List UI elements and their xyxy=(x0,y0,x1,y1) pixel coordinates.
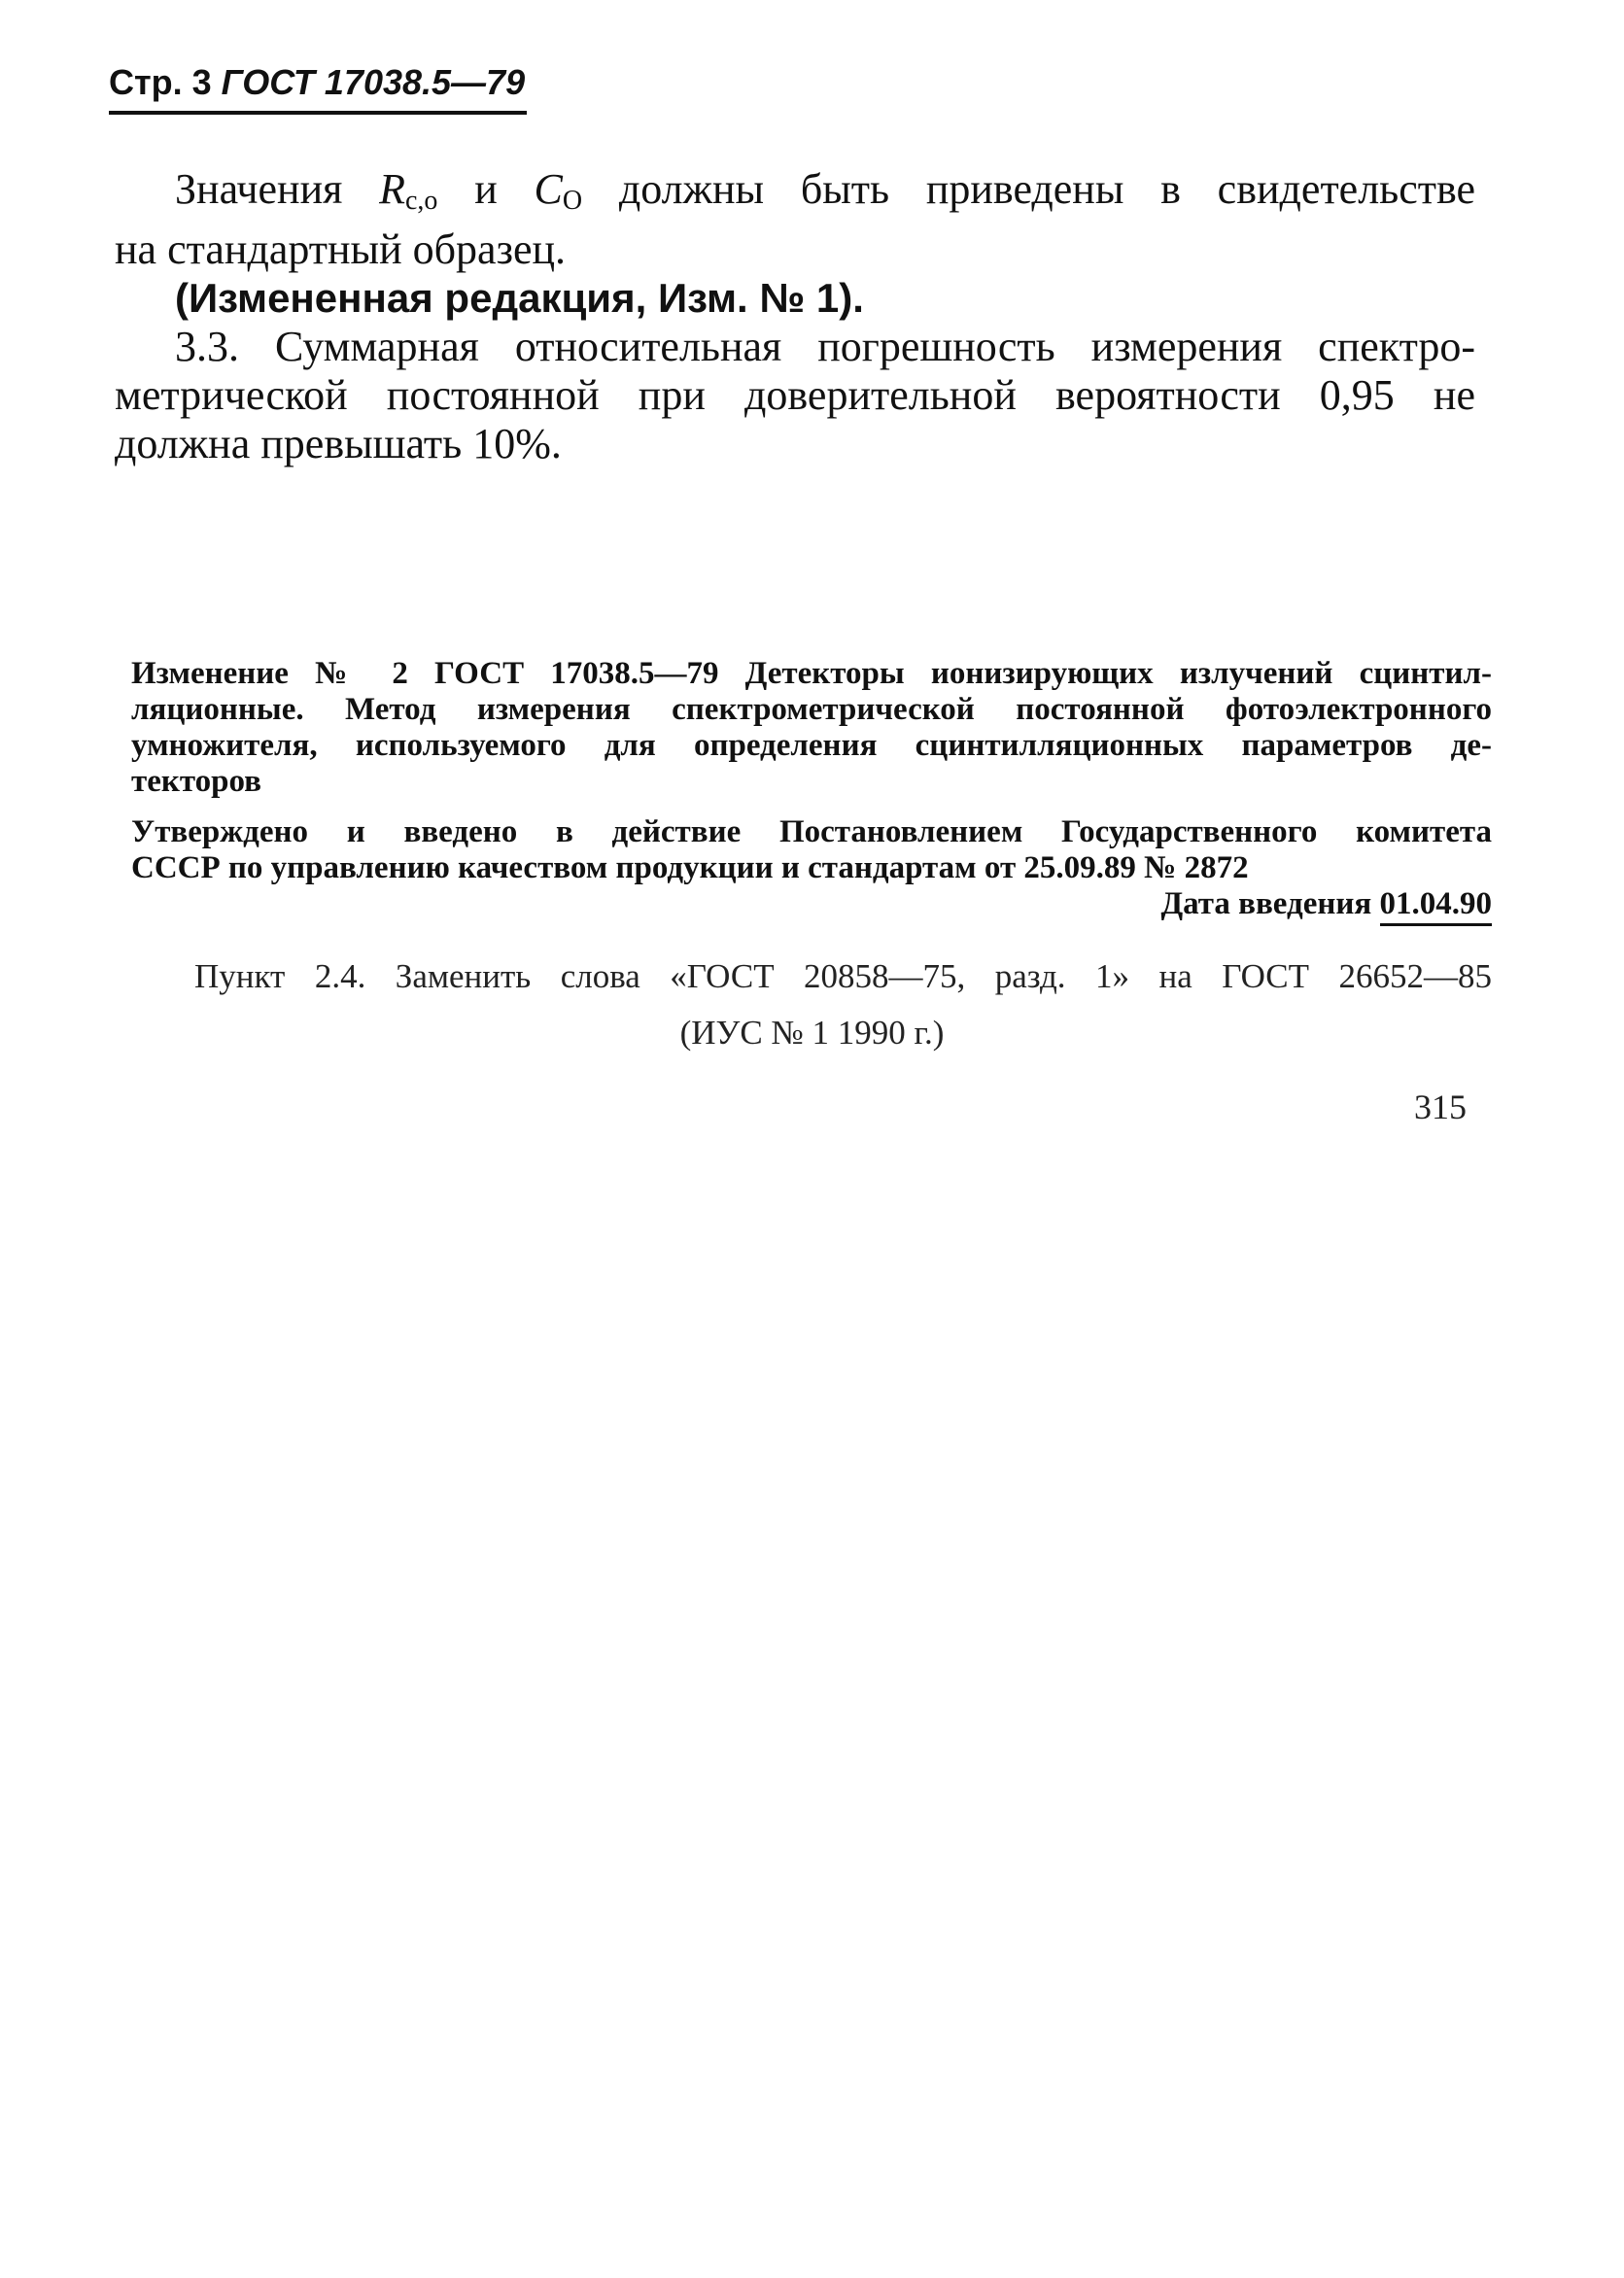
values-line-2: на стандартный образец. xyxy=(115,225,567,273)
clause-3-3-line-3: должна превышать 10%. xyxy=(115,420,562,467)
clause-3-3-line-2: метрической постоянной при доверительной вероятности 0,95 не xyxy=(115,371,1475,419)
approval-line-1: Утверждено и введено в действие Постановлением Государственного комитета xyxy=(131,814,1492,849)
values-line xyxy=(115,165,1475,225)
approval-line-2: СССР по управлению качеством продукции и стандартам от 25.09.89 № 2872 xyxy=(131,850,1249,885)
symbol-c xyxy=(534,165,583,216)
effective-date-value: 01.04.90 xyxy=(1380,886,1493,926)
values-line-start: Значения xyxy=(175,165,343,213)
effective-date xyxy=(131,886,1492,922)
values-line-end: должны быть приведены в свидетельстве xyxy=(618,165,1476,213)
symbol-c-subscript: О xyxy=(562,186,583,216)
page-number: 315 xyxy=(1414,1087,1467,1126)
header-standard-number: ГОСТ 17038.5—79 xyxy=(221,62,526,102)
values-line-conj: и xyxy=(474,165,498,213)
clause-3-3-line-1: 3.3. Суммарная относительная погрешность измерения спектро- xyxy=(175,323,1475,370)
effective-date-label: Дата введения xyxy=(1160,886,1372,921)
symbol-r-subscript: с,о xyxy=(405,186,438,216)
ius-reference: (ИУС № 1 1990 г.) xyxy=(679,1014,945,1052)
page-header xyxy=(109,62,525,103)
symbol-r-letter: R xyxy=(379,165,405,213)
point-2-4-text: Пункт 2.4. Заменить слова «ГОСТ 20858—75, разд. 1» на ГОСТ 26652—85 xyxy=(194,957,1492,995)
change-title-line-4: текторов xyxy=(131,764,261,799)
approval-statement xyxy=(131,814,1492,922)
section-3-text xyxy=(115,165,1475,468)
edition-note: (Измененная редакция, Изм. № 1). xyxy=(175,275,864,321)
change-title-line-1: Изменение № 2 ГОСТ 17038.5—79 Детекторы ионизирующих излучений сцинтил- xyxy=(131,656,1492,691)
change-notice-title xyxy=(131,656,1492,800)
header-rule xyxy=(109,111,527,115)
change-title-line-3: умножителя, используемого для определения сцинтилляционных параметров де- xyxy=(131,728,1492,763)
change-title-line-2: ляционные. Метод измерения спектрометрической постоянной фотоэлектронного xyxy=(131,692,1492,727)
header-page-label: Стр. 3 xyxy=(109,62,212,102)
symbol-r xyxy=(379,165,438,216)
symbol-c-letter: С xyxy=(534,165,563,213)
